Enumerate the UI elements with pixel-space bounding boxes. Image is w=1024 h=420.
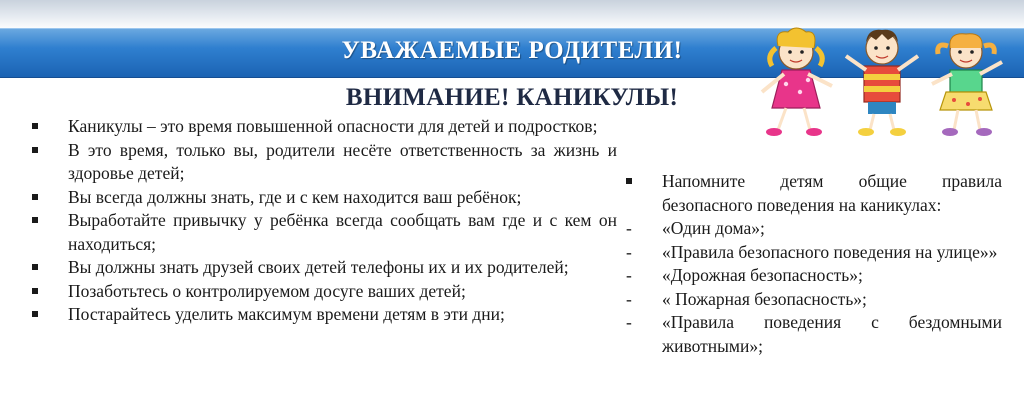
list-item bbox=[626, 288, 1002, 312]
square-bullet-icon bbox=[32, 288, 38, 294]
list-item-text: Позаботьтесь о контролируемом досуге ваших детей; bbox=[68, 280, 466, 301]
list-item bbox=[32, 303, 617, 327]
list-item-text: Каникулы – это время повышенной опасности для детей и подростков; bbox=[68, 116, 598, 136]
list-item-text: «Правила поведения с бездомными животными»; bbox=[662, 312, 1002, 356]
square-bullet-icon bbox=[32, 217, 38, 223]
list-item bbox=[626, 311, 1002, 358]
list-item-text: Постарайтесь уделить максимум времени детям в эти дни; bbox=[68, 304, 505, 324]
list-item bbox=[626, 217, 1002, 241]
dash-marker: - bbox=[626, 288, 632, 309]
square-bullet-icon bbox=[32, 123, 38, 129]
square-bullet-icon bbox=[32, 147, 38, 153]
square-bullet-icon bbox=[32, 194, 38, 200]
parent-advice-list bbox=[32, 115, 617, 327]
list-item-text: Вы должны знать друзей своих детей телефоны их и их родителей; bbox=[68, 257, 569, 277]
list-item bbox=[626, 241, 1002, 265]
dash-marker: - bbox=[626, 218, 632, 238]
list-intro-text: Напомните детям общие правила безопасного поведения на каникулах: bbox=[662, 171, 1002, 215]
list-item bbox=[626, 264, 1002, 288]
list-item-text: Вы всегда должны знать, где и с кем находится ваш ребёнок; bbox=[68, 186, 522, 207]
dash-marker: - bbox=[626, 241, 632, 262]
banner-title: УВАЖАЕМЫЕ РОДИТЕЛИ! bbox=[341, 37, 683, 64]
three-cartoon-children-icon bbox=[748, 22, 1020, 140]
dash-marker: - bbox=[626, 265, 632, 285]
list-item bbox=[32, 280, 617, 304]
square-bullet-icon bbox=[626, 178, 632, 184]
list-item-text: «Правила безопасного поведения на улице»» bbox=[662, 241, 998, 262]
page-subtitle: ВНИМАНИЕ! КАНИКУЛЫ! bbox=[345, 84, 679, 111]
list-item bbox=[32, 115, 617, 139]
list-item-text: В это время, только вы, родители несёте ответственность за жизнь и здоровье детей; bbox=[68, 139, 617, 183]
square-bullet-icon bbox=[32, 311, 38, 317]
list-item bbox=[32, 139, 617, 186]
list-item bbox=[32, 186, 617, 210]
dash-marker: - bbox=[626, 312, 632, 332]
list-item bbox=[32, 256, 617, 280]
list-item-text: Выработайте привычку у ребёнка всегда сообщать вам где и с кем он находиться; bbox=[68, 210, 617, 254]
list-item bbox=[32, 209, 617, 256]
list-item-text: «Дорожная безопасность»; bbox=[662, 265, 863, 285]
square-bullet-icon bbox=[32, 264, 38, 270]
list-item-text: « Пожарная безопасность»; bbox=[662, 288, 867, 309]
list-item-text: «Один дома»; bbox=[662, 218, 765, 238]
list-intro bbox=[626, 170, 1002, 217]
safety-rules-list bbox=[626, 170, 1002, 358]
